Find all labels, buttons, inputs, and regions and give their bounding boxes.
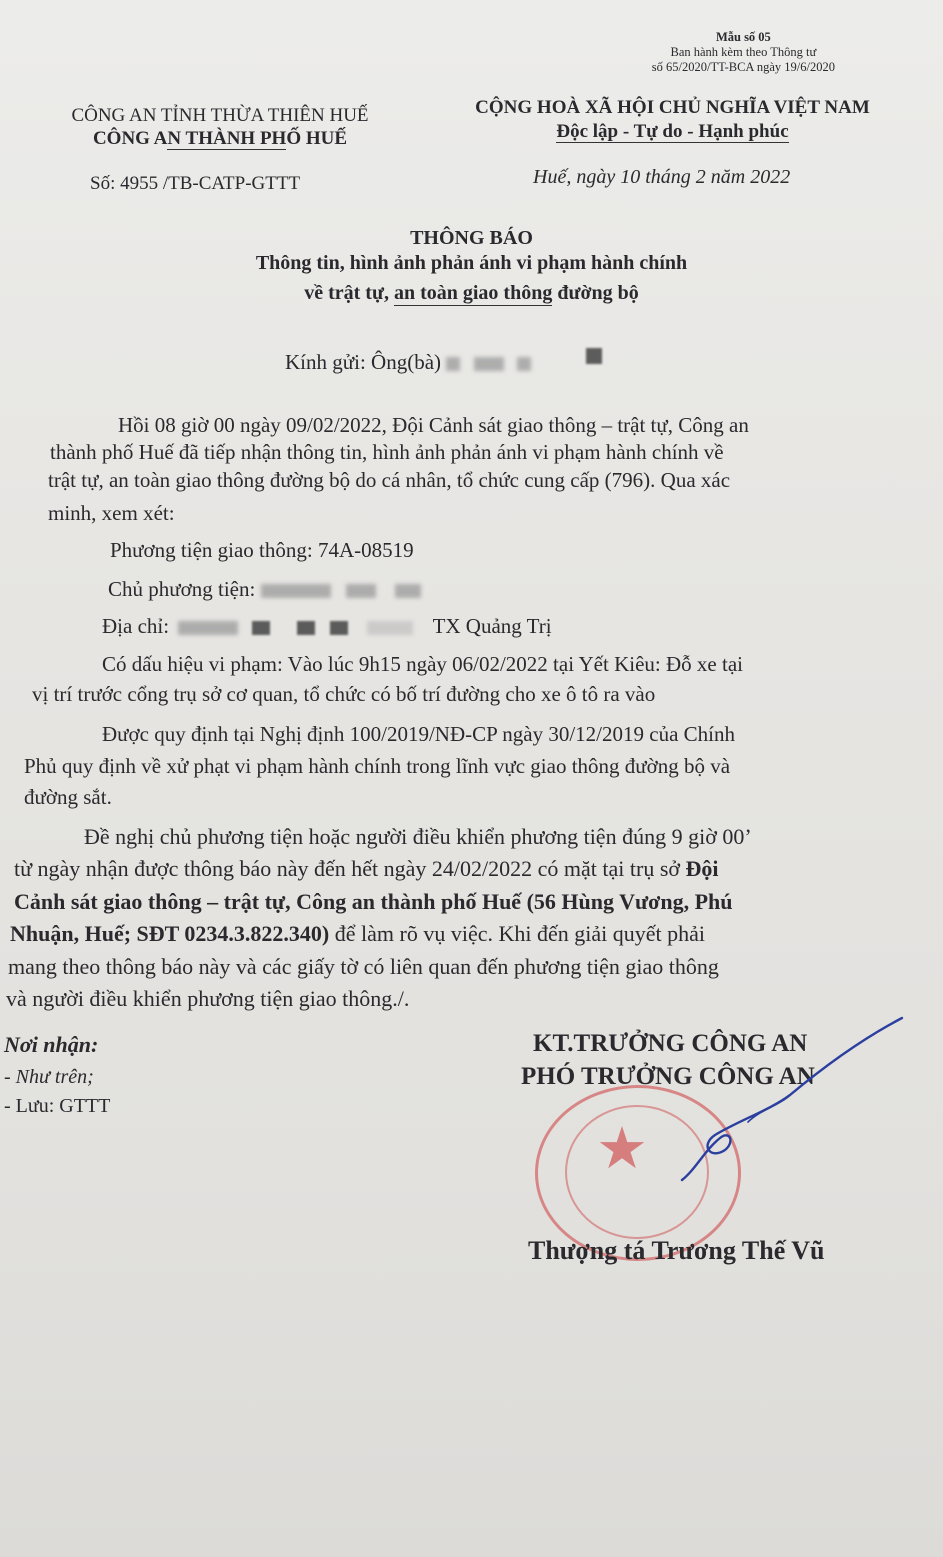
paragraph-line: Hồi 08 giờ 00 ngày 09/02/2022, Đội Cảnh sát giao thông – trật tự, Công an xyxy=(118,413,749,437)
country-name: CỘNG HOÀ XÃ HỘI CHỦ NGHĨA VIỆT NAM xyxy=(475,97,870,118)
paragraph-line: thành phố Huế đã tiếp nhận thông tin, hình ảnh phản ánh vi phạm hành chính về xyxy=(50,440,724,464)
issuing-agency xyxy=(40,127,400,150)
request-line xyxy=(14,856,719,882)
document-subtitle-2 xyxy=(0,282,943,305)
subtitle-underlined: an toàn giao thông xyxy=(393,282,553,304)
redacted-owner xyxy=(346,584,376,598)
redacted-owner xyxy=(261,584,331,598)
national-header xyxy=(430,96,915,144)
vehicle-owner xyxy=(108,577,421,602)
recipients-label: Nơi nhận: xyxy=(4,1032,99,1057)
regulation-line: Phủ quy định về xử phạt vi phạm hành chính trong lĩnh vực giao thông đường bộ và xyxy=(24,754,731,778)
recipient-item: - Lưu: GTTT xyxy=(4,1095,111,1117)
request-line xyxy=(10,921,705,947)
issuing-agency-part1: CÔNG A xyxy=(92,128,168,149)
issuing-agency-underlined: N THÀNH PH xyxy=(167,128,287,149)
parent-agency: CÔNG AN TỈNH THỪA THIÊN HUẾ xyxy=(71,105,369,126)
request-bold: Đội xyxy=(685,856,719,881)
motto-text: Độc lập - Tự do - Hạnh phúc xyxy=(556,121,789,142)
place-date: Huế, ngày 10 tháng 2 năm 2022 xyxy=(533,166,791,188)
redacted-address xyxy=(330,621,348,635)
seal-star-icon: ★ xyxy=(596,1116,648,1181)
redacted-name xyxy=(446,357,460,371)
request-bold: Nhuận, Huế; SĐT 0234.3.822.340) xyxy=(10,921,330,946)
form-issued-by: Ban hành kèm theo Thông tư xyxy=(670,45,817,59)
document-title: THÔNG BÁO xyxy=(410,227,533,249)
violation-line: Có dấu hiệu vi phạm: Vào lúc 9h15 ngày 06/02/2022 tại Yết Kiêu: Đỗ xe tại xyxy=(102,652,743,676)
redacted-name xyxy=(586,348,602,364)
issuing-agency-header xyxy=(40,104,400,150)
signer-name: Thượng tá Trương Thế Vũ xyxy=(528,1236,825,1265)
document-number: Số: 4955 /TB-CATP-GTTT xyxy=(90,173,301,194)
redacted-address xyxy=(178,621,238,635)
signer-role-1: KT.TRƯỞNG CÔNG AN xyxy=(533,1030,808,1057)
address-province: TX Quảng Trị xyxy=(432,614,552,638)
form-reference xyxy=(652,30,835,75)
paragraph-line: trật tự, an toàn giao thông đường bộ do cá nhân, tổ chức cung cấp (796). Qua xác xyxy=(48,468,731,492)
request-text: từ ngày nhận được thông báo này đến hết ngày 24/02/2022 có mặt tại trụ sở xyxy=(14,856,686,881)
owner-label: Chủ phương tiện: xyxy=(108,577,261,601)
subtitle-part1: về trật tự, xyxy=(304,282,394,304)
request-text: để làm rõ vụ việc. Khi đến giải quyết phải xyxy=(329,921,705,946)
redacted-address xyxy=(367,621,413,635)
redacted-owner xyxy=(395,584,421,598)
regulation-line: Được quy định tại Nghị định 100/2019/NĐ-CP ngày 30/12/2019 của Chính xyxy=(102,722,736,746)
regulation-line: đường sắt. xyxy=(24,785,112,809)
owner-address xyxy=(102,614,552,639)
recipient-label: Kính gửi: Ông(bà) xyxy=(285,350,447,374)
document-subtitle-1: Thông tin, hình ảnh phản ánh vi phạm hành chính xyxy=(255,252,688,274)
redacted-name xyxy=(474,357,504,371)
address-label: Địa chỉ: xyxy=(102,614,175,638)
redacted-address xyxy=(252,621,270,635)
violation-line: vị trí trước cổng trụ sở cơ quan, tổ chức có bố trí đường cho xe ô tô ra vào xyxy=(32,682,656,706)
recipient-item: - Như trên; xyxy=(4,1066,94,1088)
form-number: Mẫu số 05 xyxy=(715,30,771,44)
request-line: và người điều khiển phương tiện giao thông./. xyxy=(6,986,410,1011)
recipient-line xyxy=(285,350,602,375)
request-line: Đề nghị chủ phương tiện hoặc người điều khiển phương tiện đúng 9 giờ 00’ xyxy=(84,824,752,849)
national-motto xyxy=(430,120,915,144)
subtitle-part2: đường bộ xyxy=(552,282,639,304)
redacted-name xyxy=(517,357,531,371)
request-line: mang theo thông báo này và các giấy tờ có liên quan đến phương tiện giao thông xyxy=(8,954,719,979)
issuing-agency-part2: Ố HUẾ xyxy=(286,128,348,149)
form-circular: số 65/2020/TT-BCA ngày 19/6/2020 xyxy=(651,60,835,74)
signer-role-2: PHÓ TRƯỞNG CÔNG AN xyxy=(521,1063,815,1090)
handwritten-signature-icon xyxy=(640,1010,920,1190)
paragraph-line: minh, xem xét: xyxy=(48,501,175,525)
vehicle-plate: Phương tiện giao thông: 74A-08519 xyxy=(110,538,414,562)
request-line: Cảnh sát giao thông – trật tự, Công an thành phố Huế (56 Hùng Vương, Phú xyxy=(14,889,733,914)
redacted-address xyxy=(297,621,315,635)
